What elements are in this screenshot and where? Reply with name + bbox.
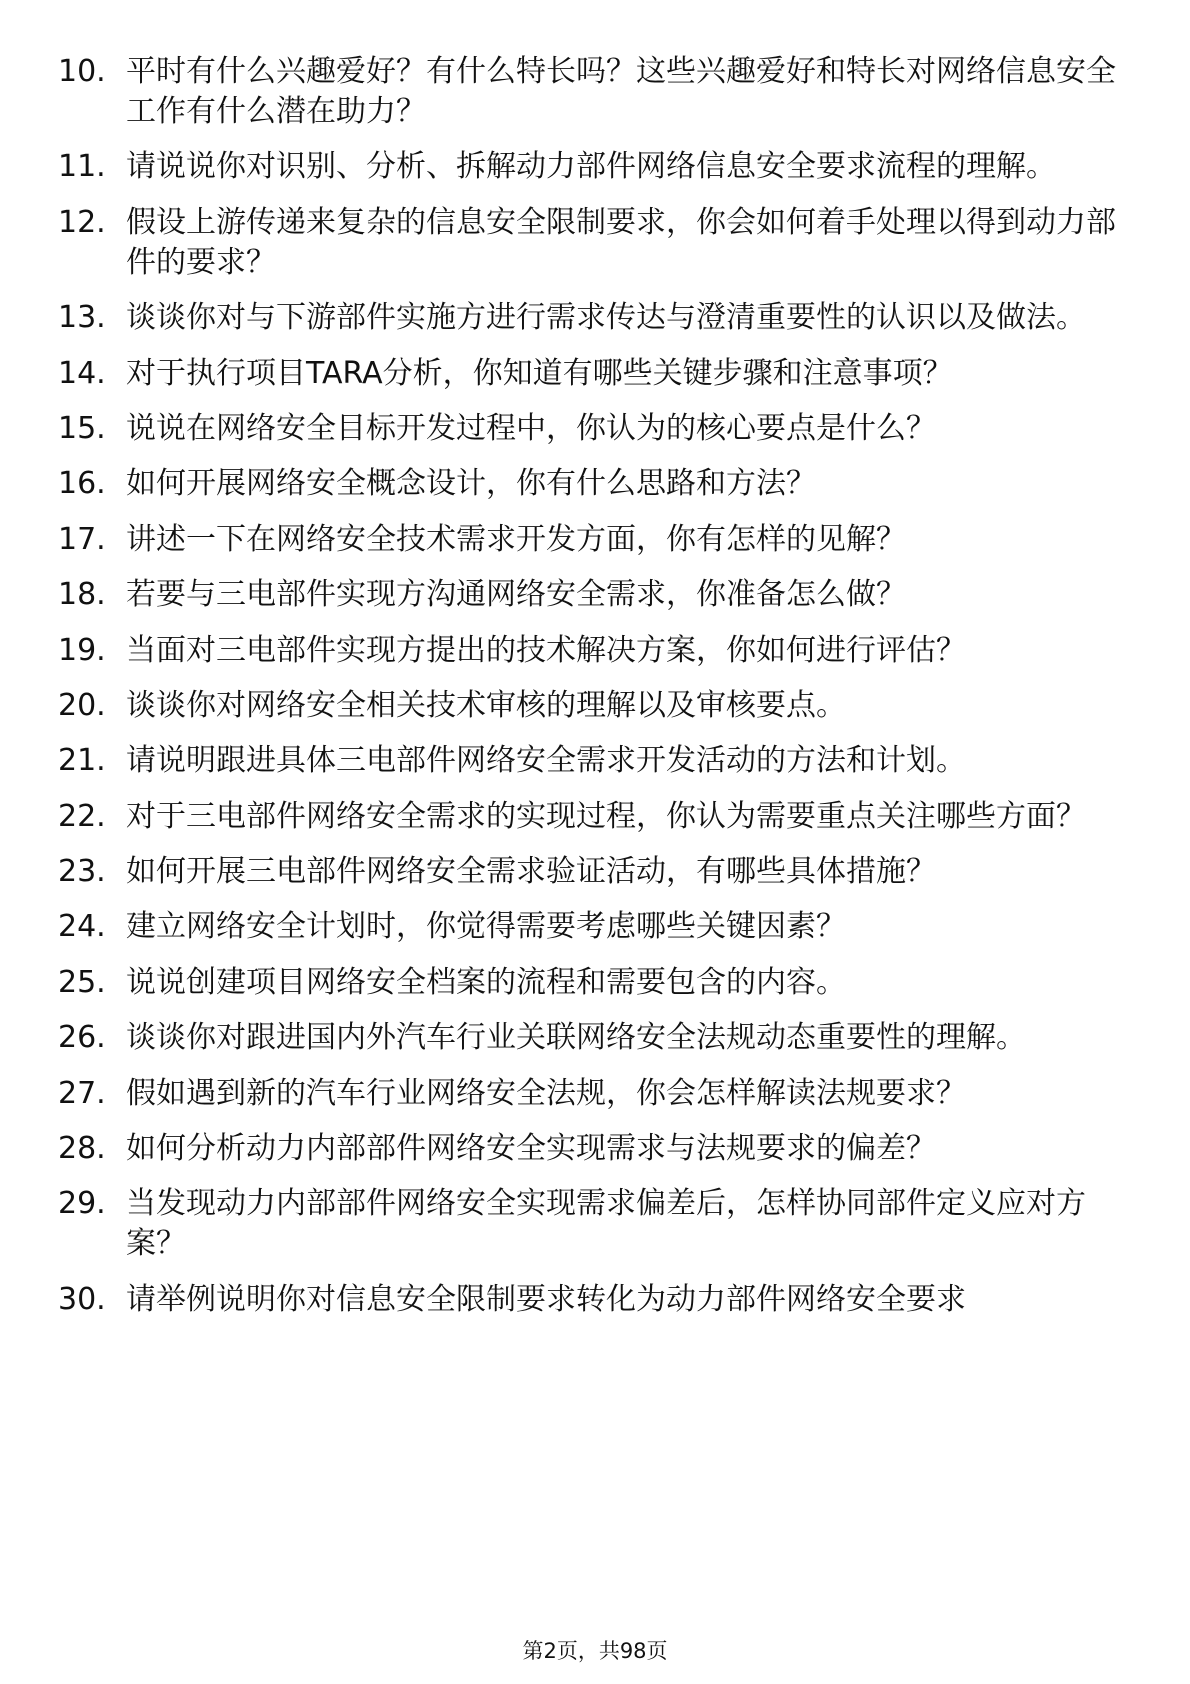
question-text: 如何开展网络安全概念设计，你有什么思路和方法？ [126, 466, 816, 502]
question-number: 15. [58, 410, 106, 446]
question-item [58, 203, 1118, 283]
question-number: 25. [58, 964, 106, 1000]
question-item [58, 852, 1118, 892]
question-item [58, 1129, 1118, 1169]
question-item [58, 1184, 1118, 1264]
question-item [58, 298, 1118, 338]
question-item [58, 52, 1118, 132]
question-text: 请举例说明你对信息安全限制要求转化为动力部件网络安全要求 [126, 1281, 966, 1317]
question-text: 当发现动力内部部件网络安全实现需求偏差后，怎样协同部件定义应对方案？ [126, 1186, 1086, 1262]
question-text: 对于三电部件网络安全需求的实现过程，你认为需要重点关注哪些方面？ [126, 798, 1086, 834]
question-number: 10. [58, 54, 106, 89]
question-number: 27. [58, 1075, 106, 1111]
question-text: 如何分析动力内部部件网络安全实现需求与法规要求的偏差？ [126, 1131, 936, 1167]
question-item [58, 147, 1118, 187]
question-item [58, 575, 1118, 615]
question-number: 26. [58, 1020, 106, 1056]
question-item [58, 686, 1118, 726]
question-item [58, 1018, 1118, 1058]
question-number: 12. [58, 204, 106, 240]
question-number: 23. [58, 854, 106, 890]
question-number: 28. [58, 1131, 106, 1167]
question-item [58, 963, 1118, 1003]
page-number: 第2页，共98页 [522, 1639, 668, 1663]
question-item [58, 520, 1118, 560]
question-text: 说说创建项目网络安全档案的流程和需要包含的内容。 [126, 964, 846, 1000]
question-number: 21. [58, 743, 106, 779]
question-item [58, 631, 1118, 671]
question-text: 对于执行项目TARA分析，你知道有哪些关键步骤和注意事项？ [126, 355, 953, 391]
question-text: 说说在网络安全目标开发过程中，你认为的核心要点是什么？ [126, 410, 936, 446]
question-text: 当面对三电部件实现方提出的技术解决方案，你如何进行评估？ [126, 632, 966, 668]
question-number: 17. [58, 521, 106, 557]
question-number: 20. [58, 687, 106, 723]
question-number: 18. [58, 577, 106, 613]
question-text: 请说明跟进具体三电部件网络安全需求开发活动的方法和计划。 [126, 743, 966, 779]
question-item [58, 741, 1118, 781]
question-number: 24. [58, 909, 106, 945]
question-item [58, 1074, 1118, 1114]
question-text: 假设上游传递来复杂的信息安全限制要求，你会如何着手处理以得到动力部件的要求？ [126, 204, 1116, 280]
question-text: 假如遇到新的汽车行业网络安全法规，你会怎样解读法规要求？ [126, 1075, 966, 1111]
question-item [58, 464, 1118, 504]
question-number: 13. [58, 300, 106, 336]
question-item [58, 907, 1118, 947]
question-number: 30. [58, 1281, 106, 1317]
question-text: 谈谈你对与下游部件实施方进行需求传达与澄清重要性的认识以及做法。 [126, 300, 1086, 336]
question-number: 14. [58, 355, 106, 391]
question-number: 22. [58, 798, 106, 834]
question-text: 请说说你对识别、分析、拆解动力部件网络信息安全要求流程的理解。 [126, 149, 1056, 185]
question-item [58, 409, 1118, 449]
question-item [58, 354, 1118, 394]
question-text: 建立网络安全计划时，你觉得需要考虑哪些关键因素？ [126, 909, 846, 945]
question-item [58, 1280, 1118, 1320]
question-item [58, 797, 1118, 837]
question-number: 16. [58, 466, 106, 502]
question-text: 谈谈你对网络安全相关技术审核的理解以及审核要点。 [126, 687, 846, 723]
question-text: 平时有什么兴趣爱好？有什么特长吗？这些兴趣爱好和特长对网络信息安全工作有什么潜在助力？ [126, 54, 1116, 129]
question-number: 11. [58, 149, 106, 185]
question-number: 29. [58, 1186, 106, 1222]
question-text: 谈谈你对跟进国内外汽车行业关联网络安全法规动态重要性的理解。 [126, 1020, 1026, 1056]
question-number: 19. [58, 632, 106, 668]
question-text: 如何开展三电部件网络安全需求验证活动，有哪些具体措施？ [126, 854, 936, 890]
question-text: 讲述一下在网络安全技术需求开发方面，你有怎样的见解？ [126, 521, 906, 557]
question-text: 若要与三电部件实现方沟通网络安全需求，你准备怎么做？ [126, 577, 906, 613]
question-list [58, 52, 1118, 1335]
